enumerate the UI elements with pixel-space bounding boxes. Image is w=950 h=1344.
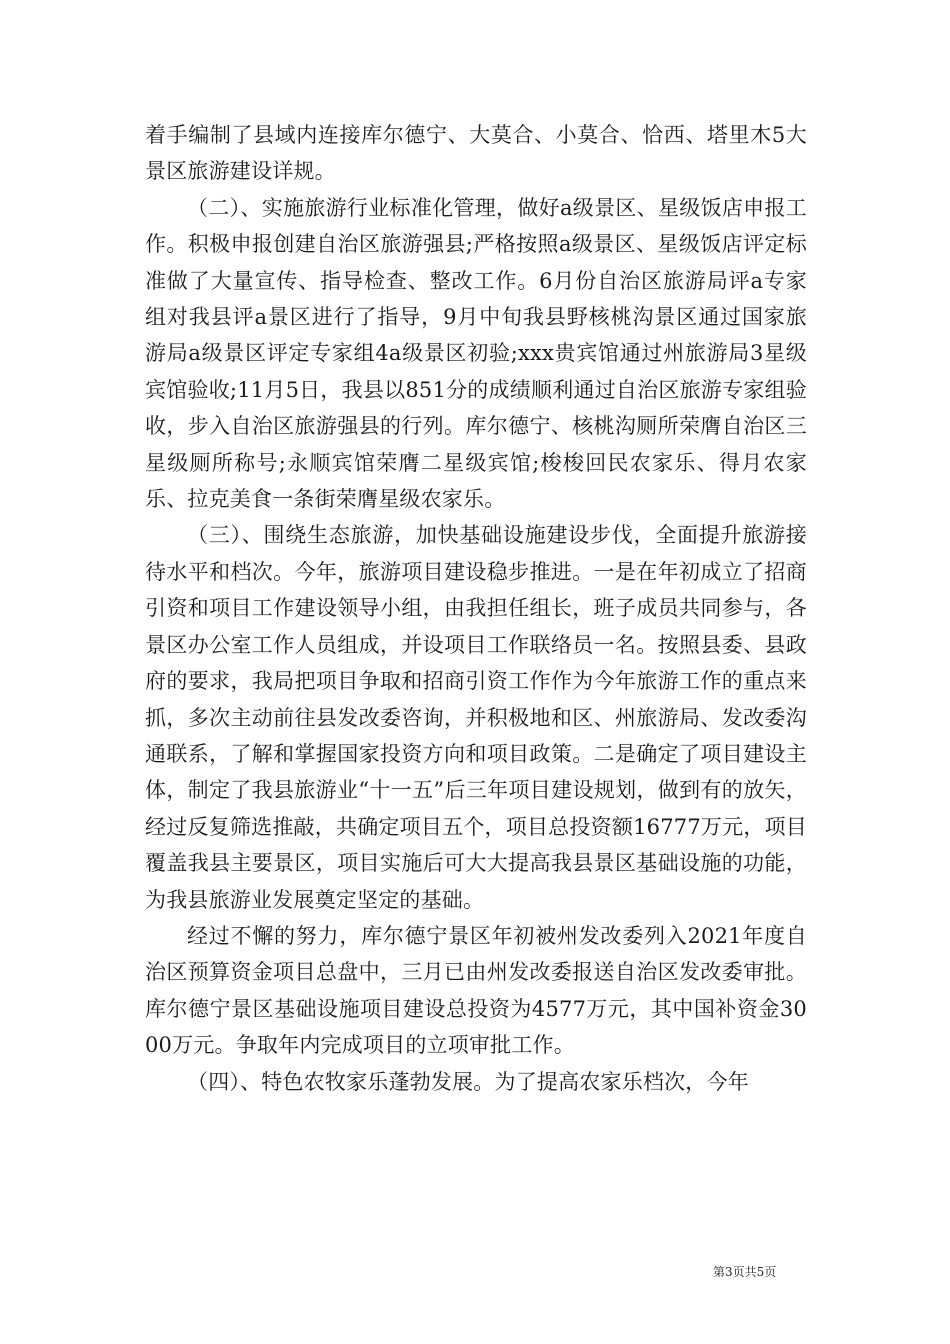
- paragraph-section-4: （四）、特色农牧家乐蓬勃发展。为了提高农家乐档次，今年: [187, 1069, 749, 1094]
- page-number-footer: 第3页共5页: [713, 1265, 777, 1279]
- paragraph-project-progress: 经过不懈的努力，库尔德宁景区年初被州发改委列入2021年度自治区预算资金项目总盘中，三月已由州发改委报送自治区发改委审批。库尔德宁景区基础设施项目建设总投资为4577万元，其中国补资金3000万元。争取年内完成项目的立项审批工作。: [145, 923, 807, 1058]
- document-body: [145, 117, 807, 1100]
- paragraph-continuation: 着手编制了县域内连接库尔德宁、大莫合、小莫合、恰西、塔里木5大景区旅游建设详规。: [145, 123, 807, 184]
- paragraph-section-2: （二）、实施旅游行业标准化管理，做好a级景区、星级饭店申报工作。积极申报创建自治区旅游强县;严格按照a级景区、星级饭店评定标准做了大量宣传、指导检查、整改工作。6月份自治区旅游局评a专家组对我县评a景区进行了指导，9月中旬我县野核桃沟景区通过国家旅游局a级景区评定专家组4a级景区初验;xxx贵宾馆通过州旅游局3星级宾馆验收;11月5日，我县以851分的成绩顺利通过自治区旅游专家组验收，步入自治区旅游强县的行列。库尔德宁、核桃沟厕所荣膺自治区三星级厕所称号;永顺宾馆荣膺二星级宾馆;梭梭回民农家乐、得月农家乐、拉克美食一条街荣膺星级农家乐。: [145, 195, 807, 512]
- paragraph-section-3: （三）、围绕生态旅游，加快基础设施建设步伐，全面提升旅游接待水平和档次。今年，旅游项目建设稳步推进。一是在年初成立了招商引资和项目工作建设领导小组，由我担任组长，班子成员共同参与，各景区办公室工作人员组成，并设项目工作联络员一名。按照县委、县政府的要求，我局把项目争取和招商引资工作作为今年旅游工作的重点来抓，多次主动前往县发改委咨询，并积极地和区、州旅游局、发改委沟通联系，了解和掌握国家投资方向和项目政策。二是确定了项目建设主体，制定了我县旅游业“十一五”后三年项目建设规划，做到有的放矢，经过反复筛选推敲，共确定项目五个，项目总投资额16777万元，项目覆盖我县主要景区，项目实施后可大大提高我县景区基础设施的功能，为我县旅游业发展奠定坚定的基础。: [145, 523, 807, 912]
